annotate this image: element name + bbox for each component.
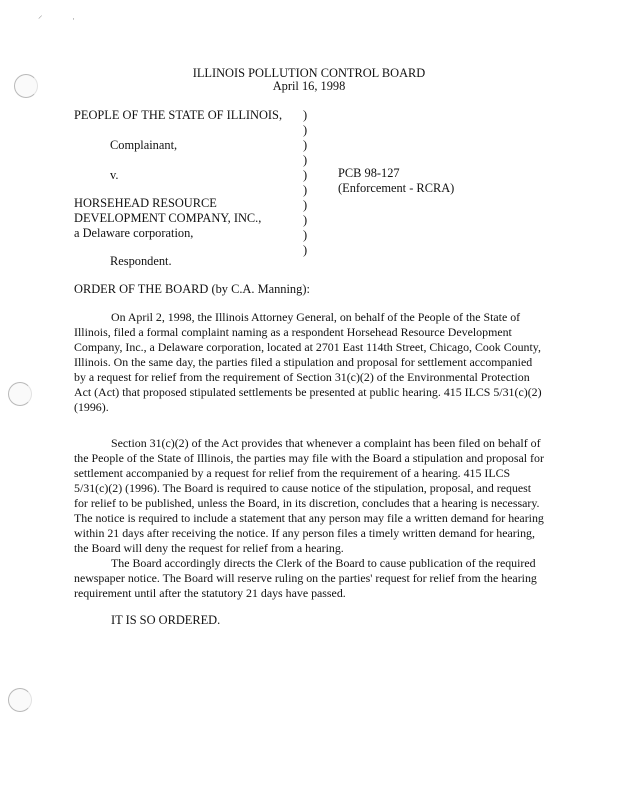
respondent-name-line3: a Delaware corporation, (74, 226, 194, 240)
respondent-name-line2: DEVELOPMENT COMPANY, INC., (74, 211, 262, 225)
scan-dot: · (72, 14, 75, 24)
caption-parentheses (303, 108, 307, 258)
paren: ) (303, 213, 308, 227)
order-date: April 16, 1998 (272, 79, 346, 93)
order-paragraph-2 (74, 436, 546, 556)
paren: ) (303, 108, 308, 122)
respondent-role: Respondent. (110, 254, 172, 268)
case-number: PCB 98-127 (338, 166, 400, 180)
case-type: (Enforcement - RCRA) (338, 181, 455, 195)
versus-label: v. (110, 168, 119, 182)
paragraph-1-text: On April 2, 1998, the Illinois Attorney General, on behalf of the People of the State of Illinois, filed a formal complaint naming as a respondent Horsehead Resource Development Company, Inc., a Delaware corporation, located at 2701 East 114th Street, Chicago, Cook County, Illinois. On the same day, the parties filed a stipulation and proposal for settlement accompanied by a request for relief from the requirement of Section 31(c)(2) of the Environmental Protection Act (Act) that proposed stipulated settlements be presented at public hearing. 415 ILCS 5/31(c)(2) (1996). (74, 310, 542, 414)
order-paragraph-1 (74, 310, 546, 415)
order-heading: ORDER OF THE BOARD (by C.A. Manning): (74, 282, 310, 296)
binder-hole-bottom (8, 688, 32, 712)
paren: ) (303, 183, 308, 197)
paragraph-2-text: Section 31(c)(2) of the Act provides that whenever a complaint has been filed on behalf of the People of the State of Illinois, the parties may file with the Board a stipulation and proposal for settlement accompanied by a request for relief from the requirement of a hearing. 415 ILCS 5/31(c)(2) (1996). The Board is required to cause notice of the stipulation, proposal, and request for relief to be published, unless the Board, in its discretion, concludes that a hearing is necessary. The notice is required to include a statement that any person may file a written demand for hearing within 21 days after receiving the notice. If any person files a timely written demand for hearing, the Board will deny the request for relief from a hearing. (74, 436, 544, 555)
order-paragraph-3 (74, 556, 546, 601)
binder-hole-middle (8, 382, 32, 406)
paren: ) (303, 123, 308, 137)
paren: ) (303, 243, 308, 257)
paren: ) (303, 168, 308, 182)
closing-statement: IT IS SO ORDERED. (111, 613, 221, 627)
respondent-name-line1: HORSEHEAD RESOURCE (74, 196, 217, 210)
paren: ) (303, 138, 308, 152)
paren: ) (303, 153, 308, 167)
paragraph-3-text: The Board accordingly directs the Clerk of the Board to cause publication of the required newspaper notice. The Board will reserve ruling on the parties' request for relief from the hearing requirement until after the statutory 21 days have passed. (74, 556, 537, 600)
paren: ) (303, 198, 308, 212)
plaintiff-name: PEOPLE OF THE STATE OF ILLINOIS, (74, 108, 283, 122)
board-name: ILLINOIS POLLUTION CONTROL BOARD (192, 66, 426, 80)
paren: ) (303, 228, 308, 242)
scan-mark: ⸝ (38, 10, 43, 20)
plaintiff-role: Complainant, (110, 138, 178, 152)
